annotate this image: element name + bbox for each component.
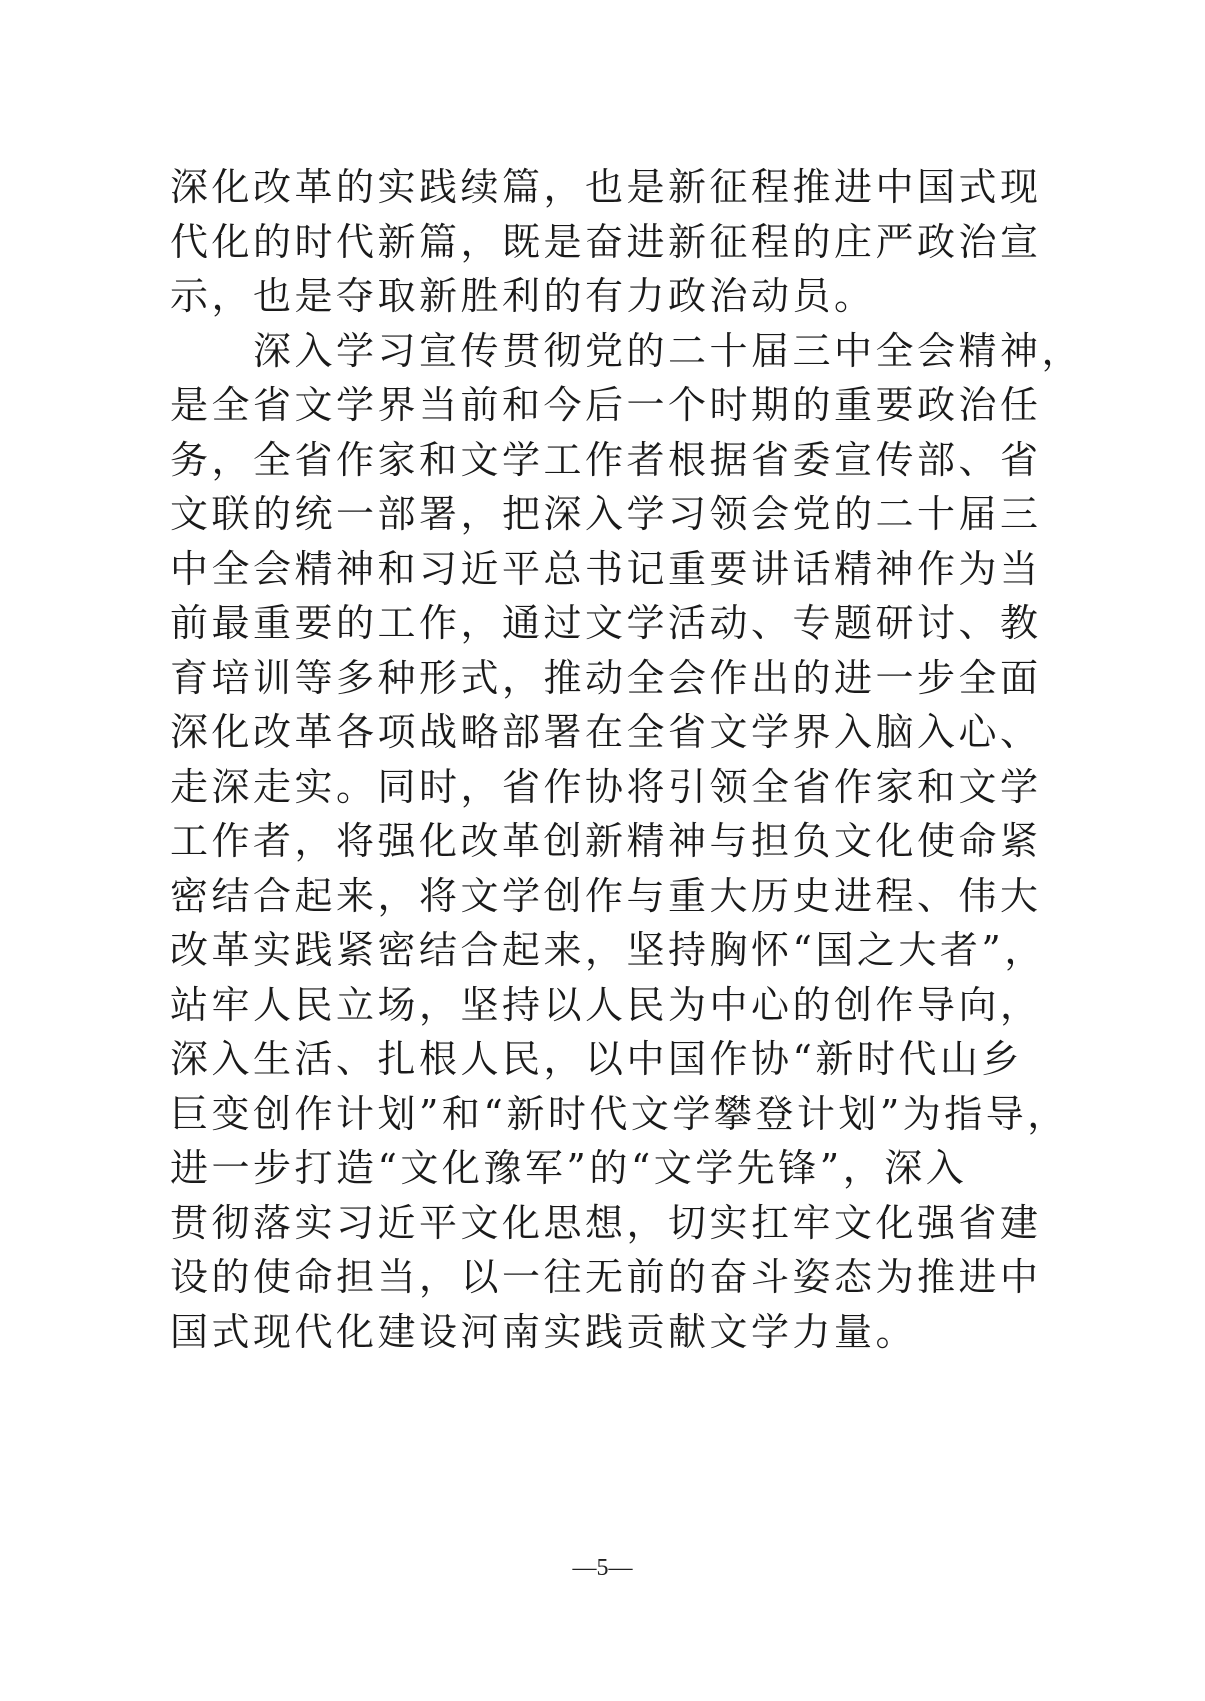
text-line: 走深走实。同时，省作协将引领全省作家和文学 [170, 764, 1042, 809]
text-line: 是全省文学界当前和今后一个时期的重要政治任 [170, 383, 1042, 427]
text-line: 示，也是夺取新胜利的有力政治动员。 [170, 274, 876, 318]
text-line: 国式现代化建设河南实践贡献文学力量。 [170, 1309, 918, 1354]
text-line: 贯彻落实习近平文化思想，切实扛牢文化强省建 [170, 1200, 1042, 1245]
text-line: 代化的时代新篇，既是奋进新征程的庄严政治宣 [170, 219, 1042, 264]
text-line: 文联的统一部署，把深入学习领会党的二十届三 [170, 492, 1042, 536]
text-line: 密结合起来，将文学创作与重大历史进程、伟大 [170, 873, 1042, 918]
text-line: 深化改革各项战略部署在全省文学界入脑入心、 [170, 710, 1042, 754]
page-number: —5— [572, 1555, 633, 1581]
text-line: 巨变创作计划”和“新时代文学攀登计划”为指导， [170, 1091, 1069, 1136]
text-line: 育培训等多种形式，推动全会作出的进一步全面 [170, 655, 1042, 700]
text-line: 前最重要的工作，通过文学活动、专题研讨、教 [170, 601, 1042, 645]
text-line: 中全会精神和习近平总书记重要讲话精神作为当 [170, 546, 1042, 591]
text-line: 设的使命担当，以一往无前的奋斗姿态为推进中 [170, 1255, 1042, 1299]
text-line: 工作者，将强化改革创新精神与担负文化使命紧 [170, 819, 1042, 863]
body-text [170, 160, 1084, 1359]
text-line: 深入学习宣传贯彻党的二十届三中全会精神， [170, 328, 1084, 373]
text-line: 深入生活、扎根人民，以中国作协“新时代山乡 [170, 1037, 1023, 1081]
text-line: 改革实践紧密结合起来，坚持胸怀“国之大者”， [170, 928, 1046, 972]
text-line: 进一步打造“文化豫军”的“文学先锋”，深入 [170, 1146, 968, 1190]
text-line: 站牢人民立场，坚持以人民为中心的创作导向， [170, 982, 1042, 1027]
text-line: 务，全省作家和文学工作者根据省委宣传部、省 [170, 437, 1042, 482]
text-line: 深化改革的实践续篇，也是新征程推进中国式现 [170, 165, 1042, 209]
